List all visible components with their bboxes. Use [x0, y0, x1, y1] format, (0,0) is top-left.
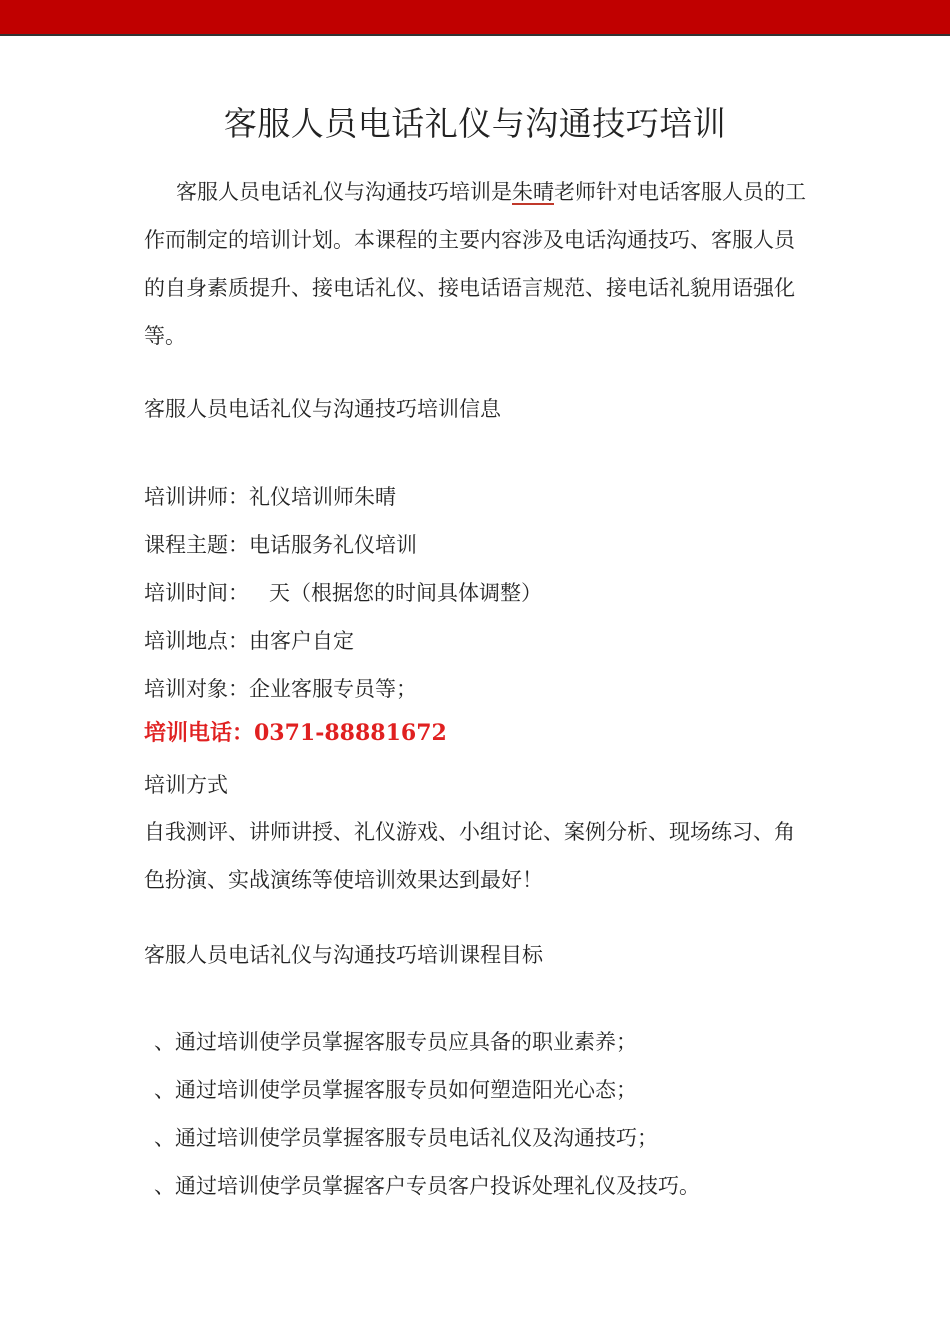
- goals-heading: 客服人员电话礼仪与沟通技巧培训课程目标: [144, 943, 543, 967]
- info-lecturer: 培训讲师：礼仪培训师朱晴: [144, 485, 396, 509]
- info-time: 培训时间： 天（根据您的时间具体调整）: [144, 581, 543, 605]
- goal-item: 、通过培训使学员掌握客服专员电话礼仪及沟通技巧；: [154, 1126, 658, 1150]
- info-topic: 课程主题：电话服务礼仪培训: [144, 533, 417, 557]
- info-audience: 培训对象：企业客服专员等；: [144, 677, 417, 701]
- info-heading: 客服人员电话礼仪与沟通技巧培训信息: [144, 397, 501, 421]
- goal-item: 、通过培训使学员掌握客服专员如何塑造阳光心态；: [154, 1078, 637, 1102]
- intro-text-rest: 的工作而制定的培训计划。本课程的主要内容涉及电话沟通技巧、客服人员的自身素质提升、接电话礼仪、接电话语言规范、接电话礼貌用语强化等。: [144, 180, 806, 348]
- lecturer-name: 朱晴: [512, 180, 554, 204]
- method-heading: 培训方式: [144, 773, 228, 797]
- top-banner-divider: [0, 34, 950, 36]
- intro-text-line1-end: 老师针对电话客服人员: [554, 180, 764, 204]
- intro-text-start: 客服人员电话礼仪与沟通技巧培训是: [176, 180, 512, 204]
- goal-item: 、通过培训使学员掌握客服专员应具备的职业素养；: [154, 1030, 637, 1054]
- goal-item: 、通过培训使学员掌握客户专员客户投诉处理礼仪及技巧。: [154, 1174, 700, 1198]
- page-title: 客服人员电话礼仪与沟通技巧培训: [223, 104, 727, 143]
- training-phone: 培训电话：0371-88881672: [144, 720, 447, 746]
- methods-paragraph: 自我测评、讲师讲授、礼仪游戏、小组讨论、案例分析、现场练习、角色扮演、实战演练等使培训效果达到最好！: [144, 820, 795, 892]
- info-location: 培训地点：由客户自定: [144, 629, 354, 653]
- top-banner-bar: [0, 0, 950, 34]
- intro-paragraph: [144, 168, 812, 360]
